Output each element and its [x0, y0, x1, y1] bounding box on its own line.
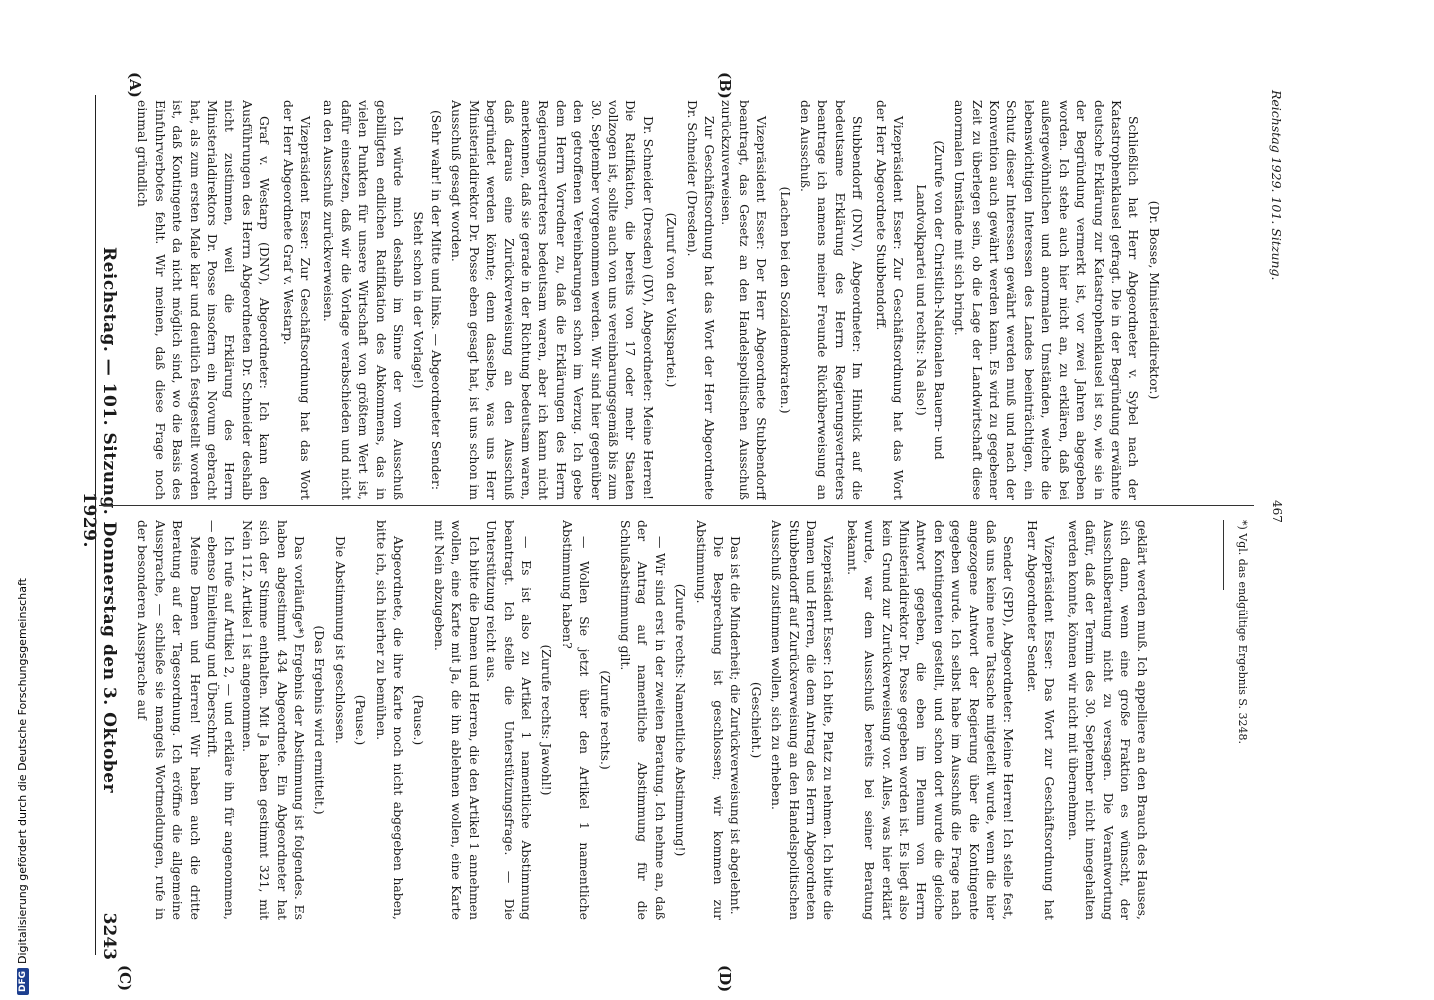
paragraph: Abgeordnete, die ihre Karte noch nicht abgegeben haben, bitte ich, sich hierher zu bemühen.: [373, 520, 407, 920]
interjection: (Pause.): [411, 694, 427, 746]
paragraph: Vizepräsident Esser: Ich bitte, Platz zu nehmen. Ich bitte die Damen und Herren, die dem Antrag des Herrn Abgeordneten Stubbendorff auf Zurückverweisung an den Handelspolitischen Ausschuß zustimmen wollen, sich zu erheben.: [769, 520, 837, 920]
right-column-body: [134, 520, 1214, 920]
margin-mark-d: (D): [716, 965, 734, 993]
paragraph: Graf v. Westarp (DNV), Abgeordneter: Ich kann den Ausführungen des Herrn Abgeordneten Dr. Schneider deshalb nicht zustimmen, weil die Erklärung des Herrn Ministerialdirektors Dr. Posse insofern ein Novum gebracht hat, als zum ersten Male klar und deutlich festgestellt worden ist, daß Kontingente da nicht möglich sind, wo die Basis des Einfuhrverbotes fehlt. Wir meinen, daß diese Frage noch einmal gründlich: [135, 100, 273, 500]
footnote-rule: [1223, 520, 1224, 590]
interjection: (Lachen bei den Sozialdemokraten.): [777, 186, 793, 414]
margin-mark-c: (C): [116, 965, 134, 992]
interjection: (Zuruf von der Volkspartei.): [664, 212, 680, 388]
footer-sitting-note: Reichstag 1929. 101. Sitzung.: [1269, 90, 1284, 281]
paragraph: Die Abstimmung ist geschlossen.: [332, 536, 348, 744]
header-rule: [95, 95, 96, 955]
left-column-body: [134, 100, 1254, 500]
interjection: (Zurufe von der Christlich-Nationalen Bauern- und Landvolkpartei und rechts: Na also!): [914, 140, 947, 460]
paragraph: Ich würde mich deshalb im Sinne der vom Ausschuß gebilligten endlichen Ratifikation des Abkommens, das in vielen Punkten für unsere Wirtschaft von größtem Wert ist, dafür einsetzen, daß wir die Vorlage verabschieden und nicht an den Ausschuß zurückverweisen.: [321, 100, 407, 500]
page-number: 3243: [99, 912, 119, 960]
paragraph: Vizepräsident Esser: Das Wort zur Geschäftsordnung hat Herr Abgeordneter Sender.: [1024, 520, 1058, 920]
paragraph: Das ist die Minderheit; die Zurückverweisung ist abgelehnt.: [728, 536, 744, 915]
interjection: (Das Ergebnis wird ermittelt.): [312, 625, 328, 815]
paragraph: Ich bitte die Damen und Herren, die den Artikel 1 annehmen wollen, eine Karte mit Ja, die ihn ablehnen wollen, eine Karte mit Nein abzugeben.: [431, 520, 482, 920]
paragraph: Ich rufe auf Artikel 2, — und erkläre ihn für angenommen, — ebenso Einleitung und Überschrift.: [205, 520, 238, 920]
paragraph: — Es ist also zu Artikel 1 namentliche Abstimmung beantragt. Ich stelle die Unterstützungsfrage. — Die Unterstützung reicht aus.: [484, 520, 534, 920]
interjection: (Geschieht.): [748, 681, 764, 759]
interjection: (Zurufe rechts.): [597, 670, 613, 770]
interjection: (Sehr wahr! in der Mitte und links. — Abgeordneter Sender: Steht schon in der Vorlage!): [411, 109, 444, 491]
paragraph: Vizepräsident Esser: Zur Geschäftsordnung hat das Wort der Herr Abgeordnete Stubbendorff.: [873, 100, 907, 500]
paragraph: Sender (SPD), Abgeordneter: Meine Herren! Ich stelle fest, daß uns keine neue Tatsache mitgeteilt wurde, wenn die hier angezogene Antwort der Regierung über die Kontingente gegeben wurde. Ich selbst habe im Ausschuß die Frage nach den Kontingenten gestellt, und schon dort wurde die gleiche Antwort gegeben, die eben im Plenum von Herrn Ministerialdirektor Dr. Posse gegeben worden ist. Es liegt also kein Grund zur Zurückverweisung vor. Alles, was hier erklärt wurde, war dem Ausschuß bereits bei seiner Beratung bekannt.: [844, 520, 1017, 920]
paragraph: Vizepräsident Esser: Zur Geschäftsordnung hat das Wort der Herr Abgeordnete Graf v. Westarp.: [280, 100, 314, 500]
footer-page-mark: 467: [1270, 500, 1284, 523]
paragraph: — Wollen Sie jetzt über den Artikel 1 namentliche Abstimmung haben?: [559, 520, 593, 920]
paragraph: Schließlich hat Herr Abgeordneter v. Sybel nach der Katastrophenklausel gefragt. Die in der Begründung erwähnte deutsche Erklärung zur Katastrophenklausel ist so, wie sie in der Begründung vermerkt ist, vor zwei Jahren abgegeben worden. Ich stehe auch hier nicht an, zu erklären, daß bei außergewöhnlichen und anormalen Umständen, welche die lebenswichtigen Interessen des Landes beeinträchtigen, ein Schutz dieser Interessen gewährt werden muß und nach der Konvention auch gewährt werden kann. Es wird zu gegebener Zeit zu überlegen sein, ob die Lage der Landwirtschaft diese anormalen Umstände mit sich bringt.: [952, 100, 1142, 500]
paragraph: geklärt werden muß. Ich appelliere an den Brauch des Hauses, sich dann, wenn eine große Fraktion es wünscht, der Ausschußberatung nicht zu versagen. Die Verantwortung dafür, daß der Termin des 30. September nicht innegehalten werden konnte, können wir nicht mit übernehmen.: [1065, 520, 1151, 920]
interjection: (Zurufe rechts: Namentliche Abstimmung!): [673, 583, 689, 857]
paragraph: Vizepräsident Esser: Der Herr Abgeordnete Stubbendorff beantragt, das Gesetz an den Handelspolitischen Ausschuß zurückzuverweisen.: [719, 100, 770, 500]
dfg-logo-icon: DFG: [17, 968, 29, 995]
interjection: (Zurufe rechts: Jawohl!): [539, 644, 555, 796]
paragraph: Die Besprechung ist geschlossen; wir kommen zur Abstimmung.: [693, 520, 726, 920]
page-header-title: Reichstag. — 101. Sitzung. Donnerstag den 3. Oktober 1929.: [79, 246, 119, 794]
paragraph: Zur Geschäftsordnung hat das Wort der Herr Abgeordnete Dr. Schneider (Dresden).: [684, 100, 717, 500]
interjection: (Pause.): [353, 694, 369, 746]
paragraph: Dr. Schneider (Dresden) (DV), Abgeordneter: Meine Herren! Die Ratifikation, die bereits von 17 oder mehr Staaten vollzogen ist, sollte auch von uns vereinbarungsgemäß bis zum 30. September vorgenommen werden. Wir sind hier gegenüber den getroffenen Vereinbarungen schon im Verzug. Ich gebe dem Herrn Vorredner zu, daß die Erklärungen des Herrn Regierungsvertreters bedeutsam waren, aber ich kann nicht anerkennen, daß sie gerade in der Richtung bedeutsam waren, daß daraus eine Zurückverweisung an den Ausschuß begründet werden könnte; denn dasselbe, was uns Herr Ministerialdirektor Dr. Posse eben gesagt hat, ist uns schon im Ausschuß gesagt worden.: [449, 100, 656, 500]
paragraph: Stubbendorff (DNV), Abgeordneter: Im Hinblick auf die bedeutsame Erklärung des Herrn Regierungsvertreters beantrage ich namens meiner Freunde Rücküberweisung an den Ausschuß.: [798, 100, 866, 500]
paragraph: Das vorläufige*) Ergebnis der Abstimmung ist folgendes. Es haben abgestimmt 434 Abgeordnete. Ein Abgeordneter hat sich der Stimme enthalten. Mit Ja haben gestimmt 321, mit Nein 112. Artikel 1 ist angenommen.: [239, 520, 308, 920]
footnote: *) Vgl. das endgültige Ergebnis S. 3248.: [1236, 520, 1249, 745]
column-divider: [99, 505, 1254, 506]
paragraph: — Wir sind erst in der zweiten Beratung. Ich nehme an, daß der Antrag auf namentliche Abstimmung für die Schlußabstimmung gilt.: [617, 520, 668, 920]
margin-mark-b: (B): [716, 72, 734, 99]
funding-note: Digitalisierung gefördert durch die Deutsche Forschungsgemeinschaft: [16, 578, 29, 964]
speaker-note: (Dr. Bosse, Ministerialdirektor.): [1146, 200, 1162, 400]
margin-mark-a: (A): [126, 72, 144, 98]
paragraph: Meine Damen und Herren! Wir haben auch die dritte Beratung auf der Tagesordnung. Ich eröffne die allgemeine Aussprache, — schließe sie mangels Wortmeldungen, rufe in der besonderen Aussprache auf: [135, 520, 203, 920]
